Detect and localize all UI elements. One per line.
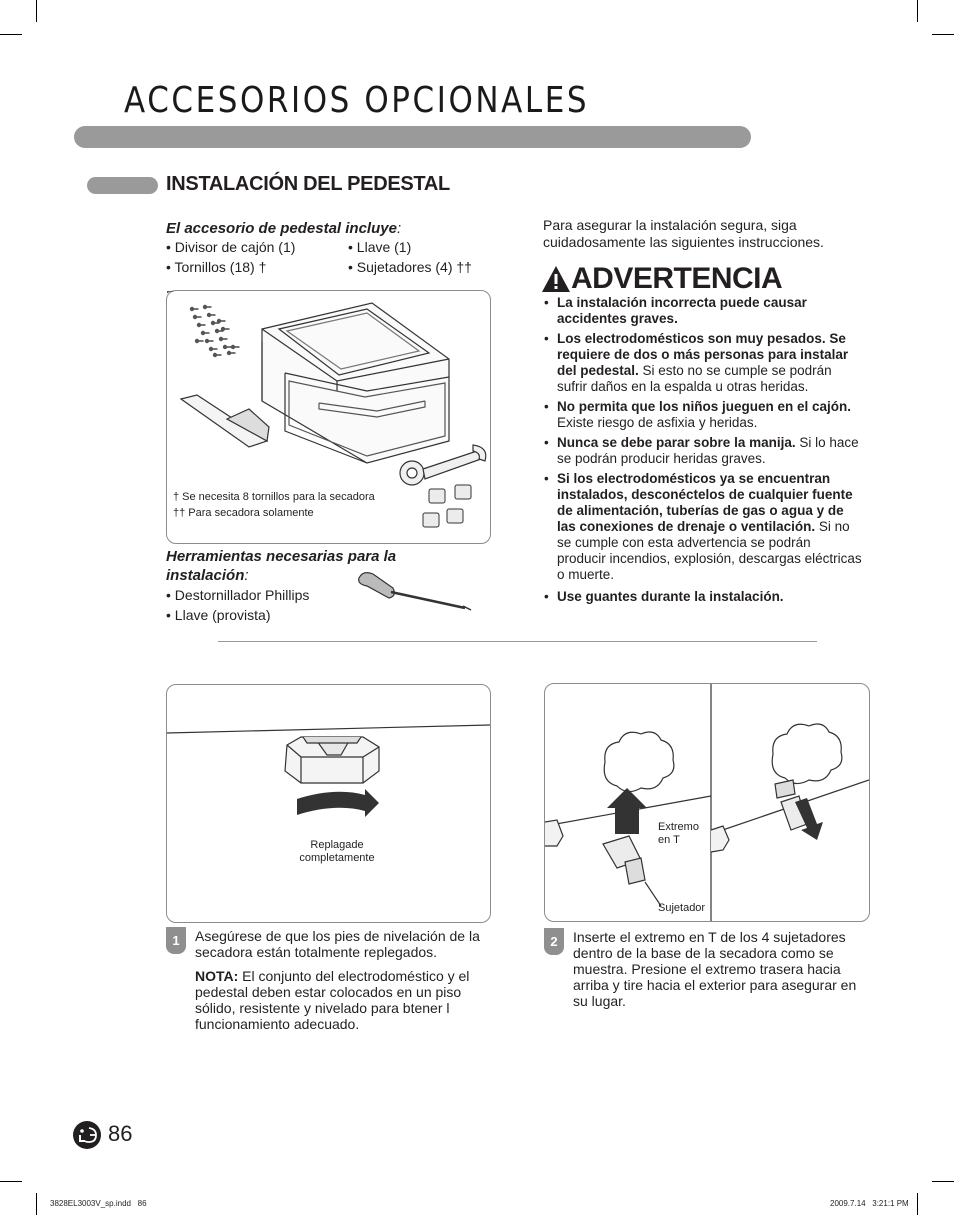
lg-logo-icon	[72, 1120, 102, 1150]
screwdriver-icon	[355, 566, 475, 614]
crop-mark	[36, 1193, 37, 1215]
step-2-number: 2	[544, 928, 564, 955]
leveling-foot-illustration	[167, 685, 490, 922]
includes-right-list	[348, 237, 472, 277]
crop-mark	[917, 1193, 918, 1215]
warning-title: ADVERTENCIA	[541, 262, 782, 294]
screws-icon	[167, 291, 240, 357]
title-bar	[74, 126, 751, 148]
step-1-figure-label: Replagade completamente	[299, 839, 375, 864]
crop-mark	[0, 1181, 22, 1182]
footnote-clips: †† Para secadora solamente	[173, 507, 314, 519]
crop-mark	[36, 0, 37, 22]
includes-item: • Divisor de cajón (1)	[166, 239, 296, 255]
section-divider	[218, 641, 817, 642]
page-title: ACCESORIOS OPCIONALES	[124, 80, 590, 121]
clip-label: Sujetador	[658, 902, 706, 914]
clip-insertion-illustration	[545, 684, 869, 921]
includes-item: • Tornillos (18) †	[166, 259, 267, 275]
includes-heading: El accesorio de pedestal incluye:	[166, 220, 402, 237]
step-1-number: 1	[166, 927, 186, 954]
pedestal-icon	[262, 303, 449, 463]
accessories-figure	[166, 290, 491, 544]
warning-list	[544, 295, 862, 609]
step-1-note: NOTA: El conjunto del electrodoméstico y el pedestal deben estar colocados en un piso sólido, resistente y nivelado para btener l funcionamiento adecuado.	[195, 968, 470, 1032]
section-pill	[87, 177, 158, 194]
includes-item: • Llave (1)	[348, 239, 412, 255]
warning-item: • Si los electrodomésticos ya se encuentran instalados, desconéctelos de cualquier fuente de alimentación, tuberías de gas o agua y de las conexiones de drenaje o ventilación. Si no se cumple con esta advertencia se podrán producir incendios, explosión, descargas eléctricas o muerte.	[544, 471, 862, 582]
tools-item: • Destornillador Phillips	[166, 587, 310, 603]
crop-mark	[932, 34, 954, 35]
drawer-divider-icon	[181, 395, 269, 447]
warning-item: • No permita que los niños jueguen en el cajón. Existe riesgo de asfixia y heridas.	[544, 399, 852, 430]
step-2-figure	[544, 683, 870, 922]
footnote-screws: † Se necesita 8 tornillos para la secadora	[173, 491, 375, 503]
crop-mark	[917, 0, 918, 22]
timestamp: 2009.7.14 3:21:1 PM	[830, 1199, 909, 1208]
includes-item: • Sujetadores (4) ††	[348, 259, 472, 275]
step-1-text: Asegúrese de que los pies de nivelación de la secadora están totalmente replegados.	[195, 928, 480, 960]
warning-item: • Use guantes durante la instalación.	[544, 589, 784, 604]
page-number: 86	[108, 1121, 133, 1146]
crop-mark	[932, 1181, 954, 1182]
tools-list	[166, 585, 309, 625]
warning-item: • Nunca se debe parar sobre la manija. Si lo hace se podrán producir heridas graves.	[544, 435, 859, 466]
step-1-figure	[166, 684, 491, 923]
t-end-label: Extremo en T	[658, 821, 699, 846]
tools-heading: Herramientas necesarias para la instalación:	[166, 548, 397, 584]
tools-item: • Llave (provista)	[166, 607, 271, 623]
file-name: 3828EL3003V_sp.indd 86	[50, 1199, 147, 1208]
warning-triangle-icon	[541, 264, 571, 294]
section-title: INSTALACIÓN DEL PEDESTAL	[166, 173, 450, 195]
intro-text: Para asegurar la instalación segura, siga cuidadosamente las siguientes instrucciones.	[543, 217, 824, 250]
clips-icon	[423, 485, 471, 527]
includes-left-list	[166, 237, 295, 277]
warning-item: • Los electrodomésticos son muy pesados. Se requiere de dos o más personas para instalar del pedestal. Si esto no se cumple se podrán sufrir daños en la espalda u otras heridas.	[544, 331, 849, 394]
crop-mark	[0, 34, 22, 35]
step-2-text: Inserte el extremo en T de los 4 sujetadores dentro de la base de la secadora como se muestra. Presione el extremo trasera hacia arriba y tire hacia el exterior para asegurar en su lugar.	[573, 929, 857, 1009]
warning-item: • La instalación incorrecta puede causar accidentes graves.	[544, 295, 807, 326]
